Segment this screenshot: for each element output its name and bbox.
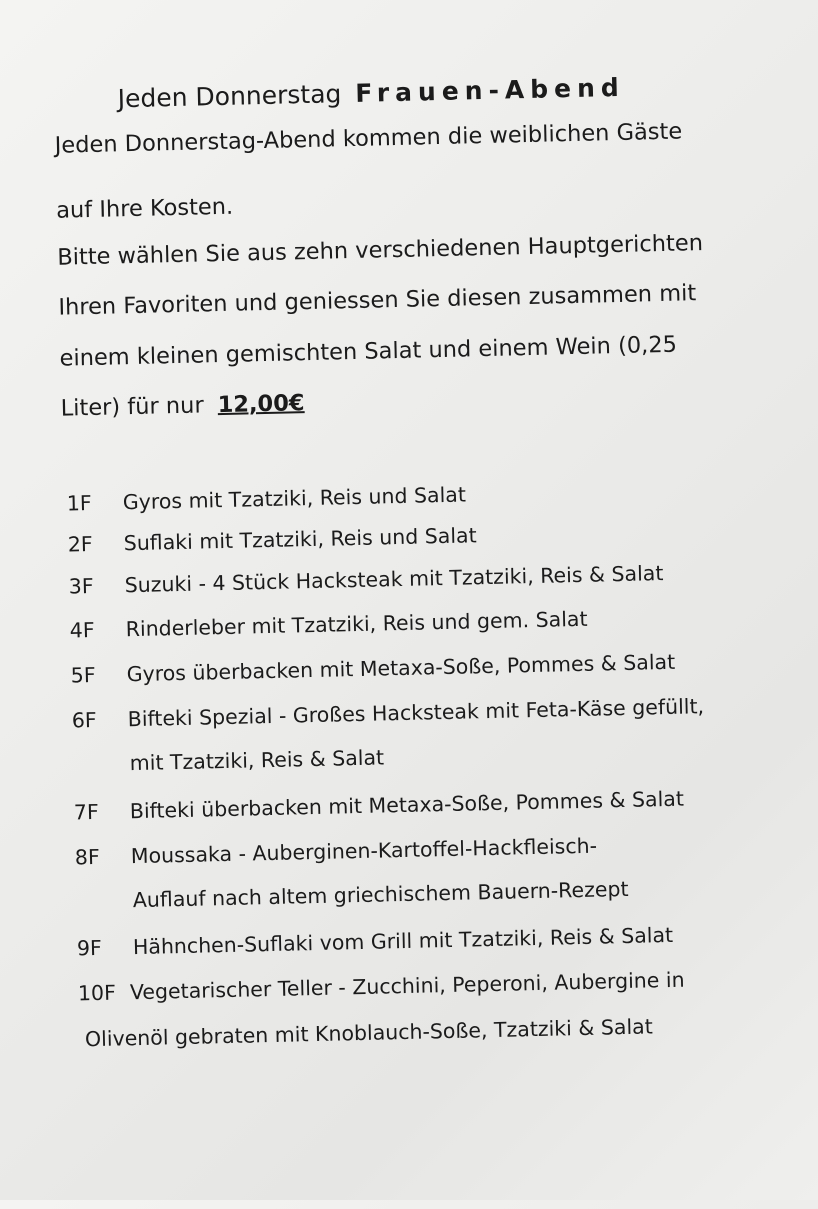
menu-item	[72, 694, 705, 732]
item-number: 4F	[69, 617, 95, 643]
intro-line: auf Ihre Kosten.	[55, 193, 234, 224]
intro-line: Bitte wählen Sie aus zehn verschiedenen Hauptgerichten	[56, 230, 704, 271]
item-text: Vegetarischer Teller - Zucchini, Peperoni, Aubergine in	[129, 967, 685, 1005]
menu-item	[68, 523, 477, 556]
item-text-continued: mit Tzatziki, Reis & Salat	[129, 745, 385, 776]
item-text: Bifteki überbacken mit Metaxa-Soße, Pommes & Salat	[129, 786, 685, 824]
item-number: 10F	[77, 980, 117, 1006]
menu-item	[69, 607, 587, 643]
title-prefix: Jeden Donnerstag	[117, 79, 342, 114]
item-text: Bifteki Spezial - Großes Hacksteak mit Feta-Käse gefüllt,	[127, 694, 705, 732]
menu-item	[78, 968, 685, 1006]
item-number: 2F	[67, 531, 93, 557]
item-text-continued: Auflauf nach altem griechischem Bauern-Rezept	[132, 876, 629, 913]
intro-price-line	[60, 390, 304, 422]
item-number: 6F	[71, 707, 97, 733]
item-text: Rinderleber mit Tzatziki, Reis und gem. Salat	[125, 606, 588, 642]
intro-line: Ihren Favoriten und geniessen Sie diesen zusammen mit	[58, 280, 697, 321]
item-text: Hähnchen-Suflaki vom Grill mit Tzatziki, Reis & Salat	[132, 922, 674, 960]
intro-line: einem kleinen gemischten Salat und einem Wein (0,25	[59, 331, 678, 372]
menu-item	[74, 787, 685, 825]
item-text: Suzuki - 4 Stück Hacksteak mit Tzatziki, Reis & Salat	[124, 561, 664, 598]
item-text: Moussaka - Auberginen-Kartoffel-Hackfleisch-	[130, 833, 598, 869]
menu-item	[68, 561, 663, 598]
title-highlight: Frauen-Abend	[354, 72, 626, 108]
item-text: Suflaki mit Tzatziki, Reis und Salat	[123, 523, 477, 556]
item-number: 3F	[68, 573, 94, 599]
price-prefix: Liter) für nur	[60, 392, 204, 422]
price-value: 12,00€	[217, 390, 305, 419]
item-number: 7F	[73, 799, 99, 825]
item-number: 1F	[66, 490, 92, 516]
item-number: 8F	[74, 844, 101, 870]
menu-item	[75, 834, 598, 870]
item-number: 5F	[70, 662, 96, 688]
item-text: Gyros mit Tzatziki, Reis und Salat	[122, 482, 467, 515]
menu-item	[77, 923, 674, 961]
item-text-continued: Olivenöl gebraten mit Knoblauch-Soße, Tzatziki & Salat	[84, 1014, 653, 1052]
item-text: Gyros überbacken mit Metaxa-Soße, Pommes & Salat	[126, 649, 676, 687]
intro-line: Jeden Donnerstag-Abend kommen die weiblichen Gäste	[54, 118, 683, 159]
menu-item	[67, 482, 467, 515]
page-title	[117, 73, 625, 113]
menu-item	[70, 650, 675, 688]
item-number: 9F	[76, 935, 103, 961]
